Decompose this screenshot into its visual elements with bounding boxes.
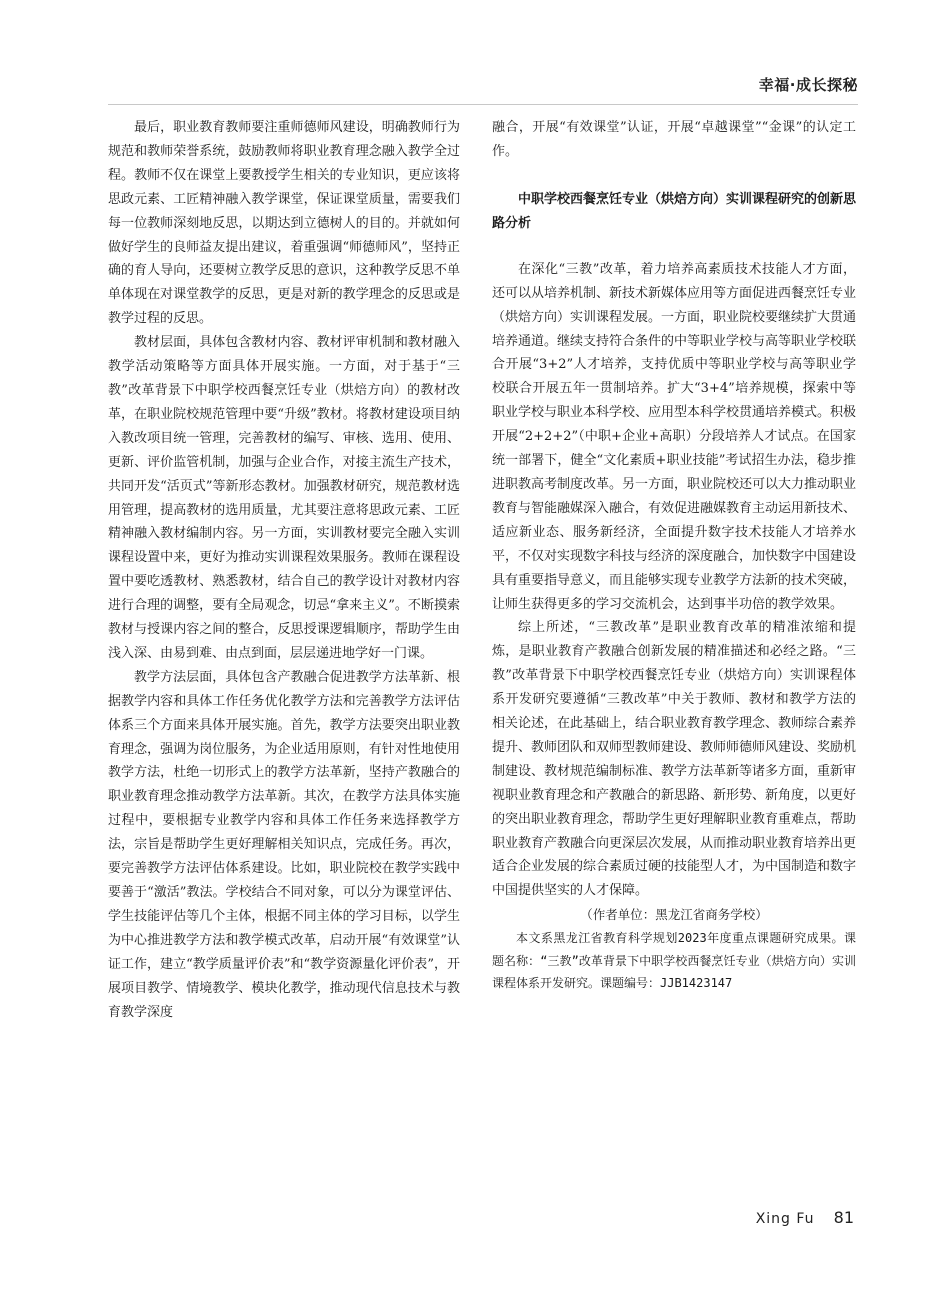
section-header: 幸福·成长探秘 <box>758 76 858 94</box>
body-paragraph: 教材层面，具体包含教材内容、教材评审机制和教材融入教学活动策略等方面具体开展实施。一方面，对于基于“三教”改革背景下中职学校西餐烹饪专业（烘焙方向）的教材改革，在职业院校规范管理中要“升级”教材。将教材建设项目纳入教改项目统一管理，完善教材的编写、审核、选用、使用、更新、评价监管机制，加强与企业合作，对接主流生产技术，共同开发“活页式”等新形态教材。加强教材研究，规范教材选用管理，提高教材的选用质量，尤其要注意将思政元素、工匠精神融入教材编制内容。另一方面，实训教材要完全融入实训课程设置中来，更好为推动实训课程效果服务。教师在课程设置中要吃透教材、熟悉教材，结合自己的教学设计对教材内容进行合理的调整，要有全局观念，切忌“拿来主义”。不断摸索教材与授课内容之间的整合，反思授课逻辑顺序，帮助学生由浅入深、由易到难、由点到面，层层递进地学好一门课。 <box>108 335 460 661</box>
header-divider <box>108 104 858 105</box>
body-paragraph-continuation: 融合，开展“有效课堂”认证，开展“卓越课堂”“金课”的认定工作。 <box>492 120 856 159</box>
page-footer <box>756 1208 854 1227</box>
body-paragraph: 在深化“三教”改革，着力培养高素质技术技能人才方面，还可以从培养机制、新技术新媒体应用等方面促进西餐烹饪专业（烘焙方向）实训课程发展。一方面，职业院校要继续扩大贯通培养通道。继续支持符合条件的中等职业学校与高等职业学校联合开展“3+2”人才培养，支持优质中等职业学校与高等职业学校联合开展五年一贯制培养。扩大“3+4”培养规模，探索中等职业学校与职业本科学校、应用型本科学校贯通培养模式。积极开展“2+2+2”（中职+企业+高职）分段培养人才试点。在国家统一部署下，健全“文化素质+职业技能”考试招生办法，稳步推进职教高考制度改革。另一方面，职业院校还可以大力推动职业教育与智能融媒深入融合，有效促进融媒教育主动运用新技术、适应新业态、服务新经济，全面提升数字技术技能人才培养水平，不仅对实现数字科技与经济的深度融合，加快数字中国建设具有重要指导意义，而且能够实现专业教学方法新的技术突破，让师生获得更多的学习交流机会，达到事半功倍的教学效果。 <box>492 261 857 612</box>
page-number: 81 <box>833 1208 854 1227</box>
body-paragraph: 最后，职业教育教师要注重师德师风建设，明确教师行为规范和教师荣誉系统，鼓励教师将职业教育理念融入教学全过程。教师不仅在课堂上要教授学生相关的专业知识，更应该将思政元素、工匠精神融入教学课堂，保证课堂质量，需要我们每一位教师深刻地反思，以期达到立德树人的目的。并就如何做好学生的良师益友提出建议，着重强调“师德师风”，坚持正确的育人导向，还要树立教学反思的意识，这种教学反思不单单体现在对课堂教学的反思，更是对新的教学理念的反思或是教学过程的反思。 <box>108 120 460 327</box>
body-paragraph: 综上所述，“三教改革”是职业教育改革的精准浓缩和提炼，是职业教育产教融合创新发展的精准描述和必经之路。“三教”改革背景下中职学校西餐烹饪专业（烘焙方向）实训课程体系开发研究要遵循“三教改革”中关于教师、教材和教学方法的相关论述，在此基础上，结合职业教育教学理念、教师综合素养提升、教师团队和双师型教师建设、教师师德师风建设、奖励机制建设、教材规范编制标准、教学方法革新等诸多方面，重新审视职业教育理念和产教融合的新思路、新形势、新角度，以更好的突出职业教育理念，帮助学生更好理解职业教育重难点，帮助职业教育产教融合向更深层次发展，从而推动职业教育培养出更适合企业发展的综合素质过硬的技能型人才，为中国制造和数字中国提供坚实的人才保障。 <box>492 620 857 899</box>
funding-note: 本文系黑龙江省教育科学规划2023年度重点课题研究成果。课题名称：“三教”改革背景下中职学校西餐烹饪专业（烘焙方向）实训课程体系开发研究。课题编号：JJB1423147 <box>492 931 856 991</box>
magazine-name: Xing Fu <box>755 1211 815 1227</box>
section-heading: 中职学校西餐烹饪专业（烘焙方向）实训课程研究的创新思路分析 <box>492 191 857 231</box>
body-paragraph: 教学方法层面，具体包含产教融合促进教学方法革新、根据教学内容和具体工作任务优化教学方法和完善教学方法评估体系三个方面来具体开展实施。首先，教学方法要突出职业教育理念，强调为岗位服务，为企业适用原则，有针对性地使用教学方法，杜绝一切形式上的教学方法革新，坚持产教融合的职业教育理念推动教学方法革新。其次，在教学方法具体实施过程中，要根据专业教学内容和具体工作任务来选择教学方法，宗旨是帮助学生更好理解相关知识点，完成任务。再次，要完善教学方法评估体系建设。比如，职业院校在教学实践中要善于“激活”教法。学校结合不同对象，可以分为课堂评估、学生技能评估等几个主体，根据不同主体的学习目标，以学生为中心推进教学方法和教学模式改革，启动开展“有效课堂”认证工作，建立“教学质量评价表”和“教学资源量化评价表”，开展项目教学、情境教学、模块化教学，推动现代信息技术与教育教学深度 <box>108 669 460 1020</box>
left-column <box>108 116 460 1024</box>
right-column <box>492 116 856 995</box>
author-affiliation: （作者单位：黑龙江省商务学校） <box>580 907 768 923</box>
